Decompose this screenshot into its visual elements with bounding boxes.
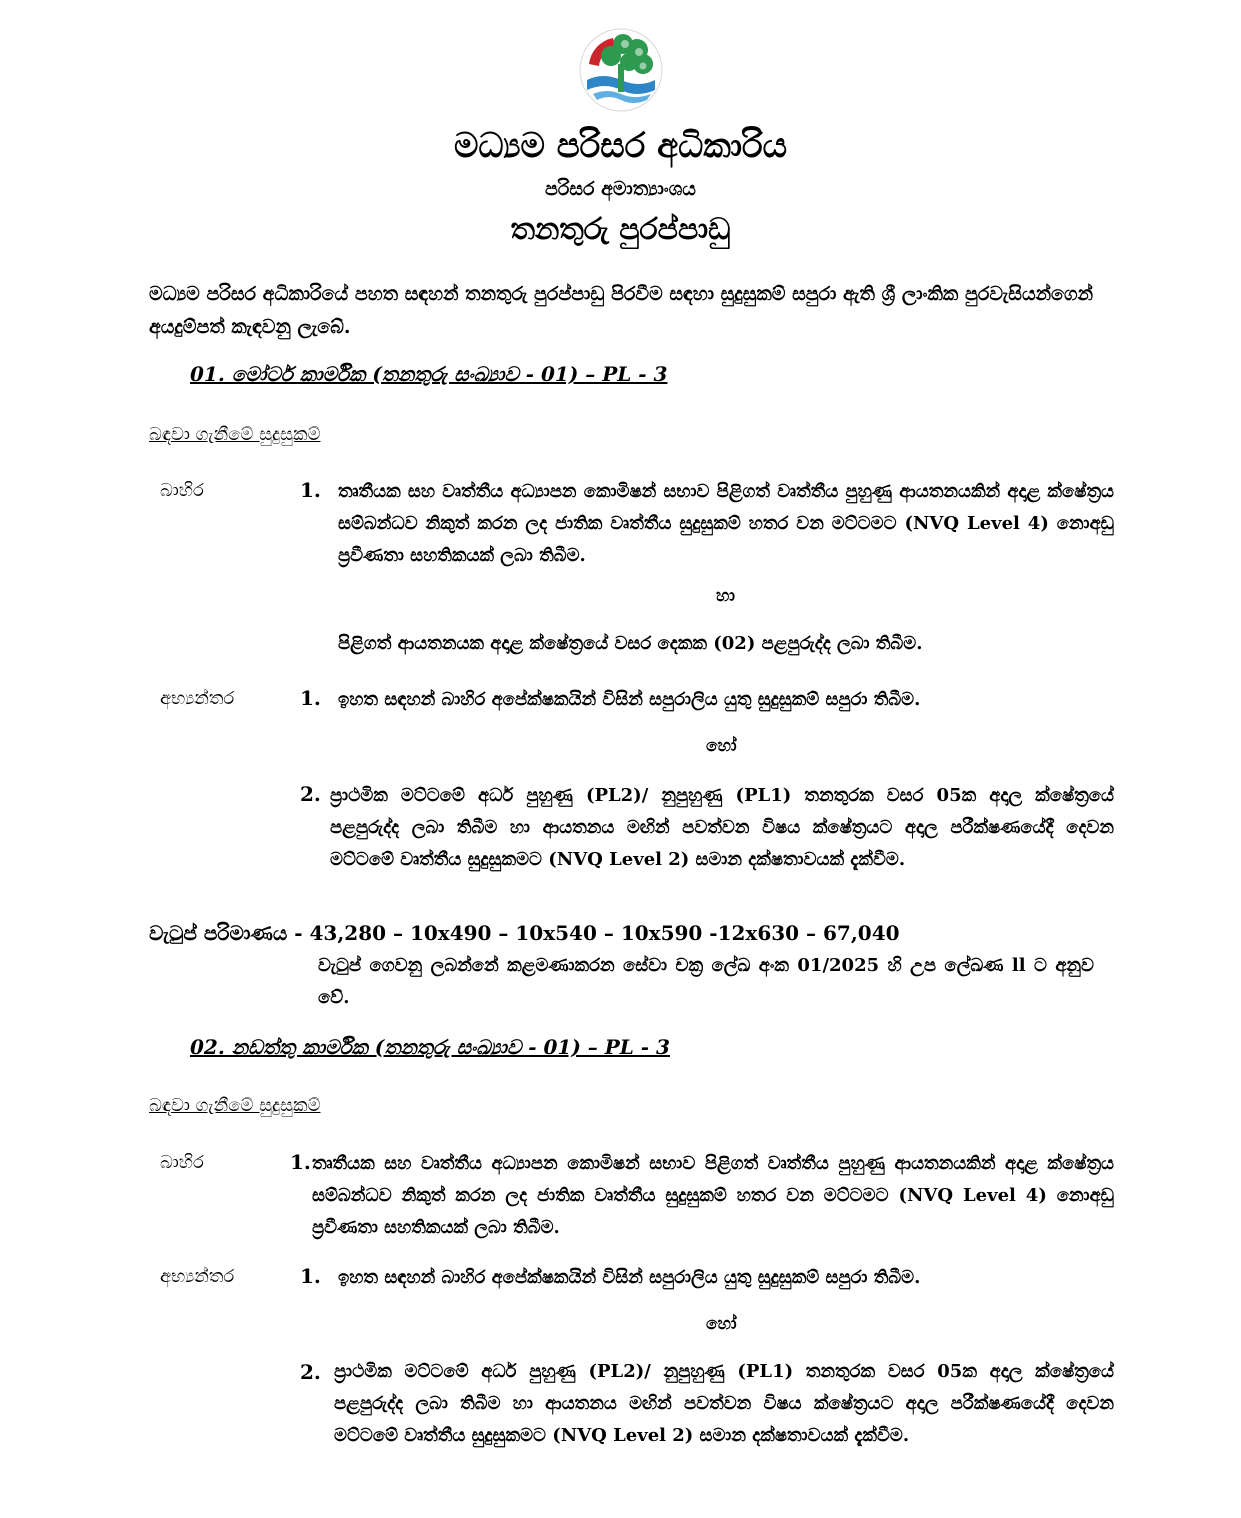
post-1-heading: 01. මෝටර් කාර්මික (තනතුරු සංඛ්‍යාව - 01) – PL - 3 [190, 362, 668, 386]
organization-logo-icon [579, 28, 663, 112]
intro-paragraph: මධ්‍යම පරිසර අධිකාරියේ පහත සඳහන් තනතුරු පුරප්පාඩු පිරවීම සඳහා සුදුසුකම් සපුරා ඇති ශ්‍රී ලාංකික පුරවැසියන්ගෙන් අයදුම්පත් කැඳවනු ලැබේ. [149, 283, 1093, 338]
post-1-internal-label: අභ්‍යන්තර [160, 688, 235, 709]
notice-title: තනතුරු පුරප්පාඩු [510, 212, 731, 247]
post-2-internal-number-2: 2. [300, 1360, 321, 1384]
post-2-external-text: තෘතීයක සහ වෘත්තීය අධ්‍යාපන කොමිෂන් සභාව පිළිගත් වෘත්තීය පුහුණු ආයතනයකින් අදාළ ක්ෂේත්‍රය සම්බන්ධව නිකුත් කරන ලද ජාතික වෘත්තීය සුදුසුකම් හතර වන මට්ටමට (NVQ Level 4) නොඅඩු ප්‍රවීණතා සහතිකයක් ලබා තිබීම. [312, 1153, 1114, 1238]
post-1-or-word: හෝ [706, 736, 737, 756]
ministry-title: පරිසර අමාත්‍යාංශය [545, 178, 696, 200]
post-1-external-text: තෘතීයක සහ වෘත්තීය අධ්‍යාපන කොමිෂන් සභාව පිළිගත් වෘත්තීය පුහුණු ආයතනයකින් අදාළ ක්ෂේත්‍රය සම්බන්ධව නිකුත් කරන ලද ජාතික වෘත්තීය සුදුසුකම් හතර වන මට්ටමට (NVQ Level 4) නොඅඩු ප්‍රවීණතා සහතිකයක් ලබා තිබීම. [338, 481, 1114, 566]
salary-scale: වැටුප් පරිමාණය - 43,280 – 10x490 – 10x540 – 10x590 -12x630 – 67,040 [149, 921, 900, 945]
post-2-heading: 02. නඩත්තු කාර්මික (තනතුරු සංඛ්‍යාව - 01) – PL - 3 [190, 1035, 670, 1059]
post-1-experience-text: පිළිගත් ආයතනයක අදාළ ක්ෂේත්‍රයේ වසර දෙකක (02) පළපුරුද්ද ලබා තිබීම. [338, 633, 923, 654]
post-2-or-word: හෝ [706, 1314, 737, 1334]
post-1-external-number: 1. [300, 478, 321, 502]
post-1-qualifications-heading: බඳවා ගැනීමේ සුදුසුකම් [149, 424, 321, 445]
post-2-external-number: 1. [290, 1150, 311, 1174]
post-2-internal-text-2: ප්‍රාථමික මට්ටමේ අර්ධ පුහුණු (PL2)/ නුපුහුණු (PL1) තනතුරක වසර 05ක අදාල ක්ෂේත්‍රයේ පළපුරුද්ද ලබා තිබීම හා ආයතනය මඟින් පවත්වන විෂය ක්ෂේත්‍රයට අදාල පරීක්ෂණයේදී දෙවන මට්ටමේ වෘත්තීය සුදුසුකමට (NVQ Level 2) සමාන දක්ෂතාවයක් දැක්වීම. [334, 1361, 1114, 1446]
post-1-internal-text-2: ප්‍රාථමික මට්ටමේ අර්ධ පුහුණු (PL2)/ නුපුහුණු (PL1) තනතුරක වසර 05ක අදාල ක්ෂේත්‍රයේ පළපුරුද්ද ලබා තිබීම හා ආයතනය මඟින් පවත්වන විෂය ක්ෂේත්‍රයට අදාල පරීක්ෂණයේදී දෙවන මට්ටමේ වෘත්තීය සුදුසුකමට (NVQ Level 2) සමාන දක්ෂතාවයක් දැක්වීම. [330, 785, 1114, 870]
post-1-and-word: හා [716, 586, 735, 606]
post-2-external-label: බාහිර [160, 1152, 204, 1173]
post-1-internal-text-1: ඉහත සඳහන් බාහිර අපේක්ෂකයින් විසින් සපුරාලිය යුතු සුදුසුකම් සපුරා තිබීම. [338, 689, 921, 710]
post-1-internal-number-2: 2. [300, 782, 321, 806]
salary-note: වැටුප් ගෙවනු ලබන්නේ කළමණාකරන සේවා චක්‍ර ලේඛ අංක 01/2025 හි උප ලේඛණ ll ට අනුව වේ. [318, 955, 1094, 1008]
post-1-internal-number-1: 1. [300, 686, 321, 710]
post-2-qualifications-heading: බඳවා ගැනීමේ සුදුසුකම් [149, 1095, 321, 1116]
post-2-internal-number-1: 1. [300, 1264, 321, 1288]
post-2-internal-label: අභ්‍යන්තර [160, 1266, 235, 1287]
post-2-internal-text-1: ඉහත සඳහන් බාහිර අපේක්ෂකයින් විසින් සපුරාලිය යුතු සුදුසුකම් සපුරා තිබීම. [338, 1267, 921, 1288]
organization-title: මධ්‍යම පරිසර අධිකාරිය [453, 126, 788, 166]
post-1-external-label: බාහිර [160, 480, 204, 501]
